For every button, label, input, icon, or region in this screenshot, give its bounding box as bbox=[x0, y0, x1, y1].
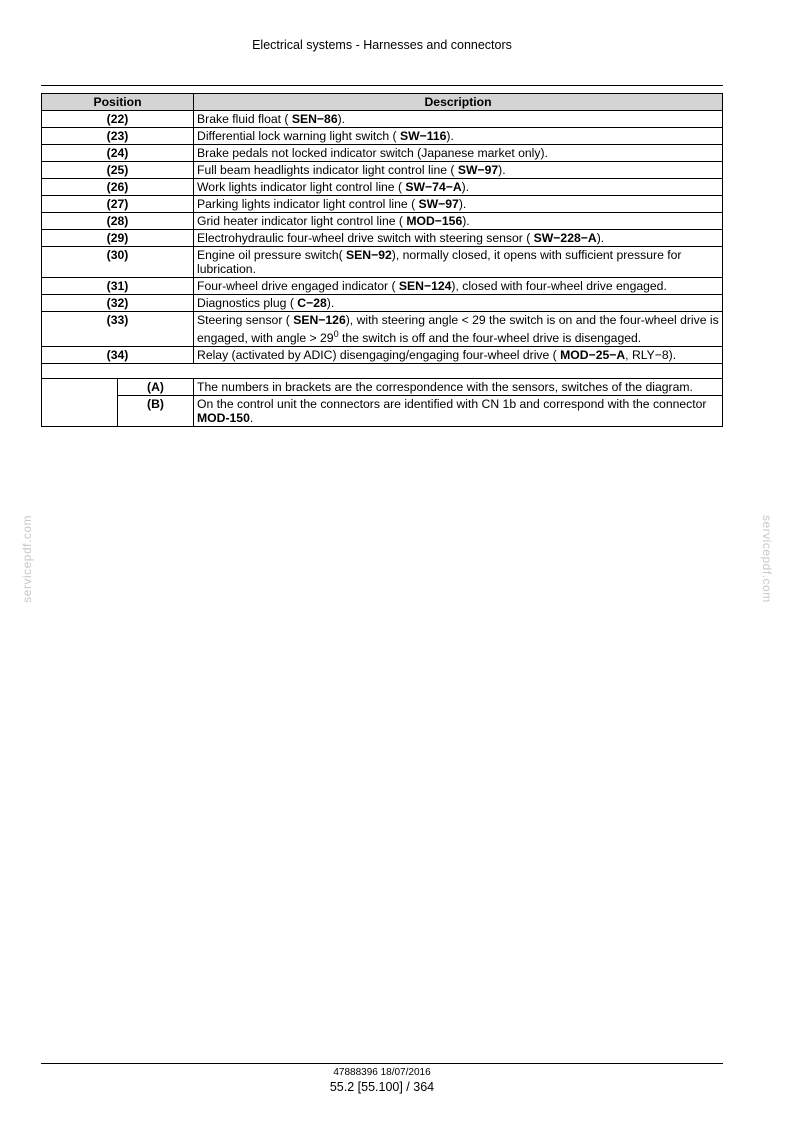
description-text: Grid heater indicator light control line ( bbox=[197, 214, 407, 228]
description-code: MOD−25−A bbox=[560, 348, 626, 363]
description-cell bbox=[194, 196, 723, 213]
description-text: ), closed with four-wheel drive engaged. bbox=[451, 279, 667, 293]
description-text: 0 bbox=[333, 329, 339, 339]
description-code: SW−116 bbox=[400, 129, 447, 143]
description-text: Engine oil pressure switch( bbox=[197, 248, 347, 262]
description-cell bbox=[194, 347, 723, 364]
position-cell: (26) bbox=[42, 179, 194, 196]
description-text: Electrohydraulic four-wheel drive switch with steering sensor ( bbox=[197, 231, 534, 245]
description-code: SW−74−A bbox=[405, 180, 462, 194]
description-text: ). bbox=[458, 197, 467, 211]
description-text: Work lights indicator light control line ( bbox=[197, 180, 406, 194]
description-text: ). bbox=[498, 163, 506, 177]
description-code: SEN−126 bbox=[293, 313, 346, 327]
description-text: the switch is off and the four-wheel drive is disengaged. bbox=[338, 331, 642, 346]
table-row bbox=[42, 347, 723, 364]
position-cell: (22) bbox=[42, 111, 194, 128]
watermark-left: servicepdf.com bbox=[20, 515, 34, 603]
description-code: SW−97 bbox=[418, 197, 459, 211]
table-row bbox=[42, 295, 723, 312]
table-row bbox=[42, 278, 723, 295]
description-text: Full beam headlights indicator light control line ( bbox=[197, 163, 458, 177]
footer-divider bbox=[41, 1063, 723, 1064]
table-row bbox=[42, 247, 723, 278]
position-cell: (33) bbox=[42, 312, 194, 347]
header-divider bbox=[41, 85, 723, 86]
position-cell: (25) bbox=[42, 162, 194, 179]
description-text: Relay (activated by ADIC) disengaging/engaging four-wheel drive ( bbox=[197, 348, 561, 363]
description-cell bbox=[194, 162, 723, 179]
table-row bbox=[42, 179, 723, 196]
description-text: Brake fluid float ( bbox=[197, 112, 292, 126]
note-text-cell bbox=[194, 396, 723, 427]
watermark-right: servicepdf.com bbox=[760, 515, 774, 603]
table-row bbox=[42, 230, 723, 247]
description-text: Steering sensor ( bbox=[197, 313, 294, 327]
description-text: Brake pedals not locked indicator switch (Japanese market only). bbox=[197, 146, 548, 160]
description-cell bbox=[194, 295, 723, 312]
description-cell bbox=[194, 111, 723, 128]
description-cell bbox=[194, 145, 723, 162]
position-cell: (24) bbox=[42, 145, 194, 162]
description-text: Parking lights indicator light control line ( bbox=[197, 197, 419, 211]
description-code: SEN−86 bbox=[291, 112, 338, 126]
position-cell: (31) bbox=[42, 278, 194, 295]
description-text: On the control unit the connectors are identified with CN 1b and correspond with the connector bbox=[197, 397, 707, 412]
description-code: SEN−92 bbox=[346, 248, 392, 262]
description-cell bbox=[194, 312, 723, 347]
description-text: Differential lock warning light switch ( bbox=[197, 129, 400, 143]
note-text-cell bbox=[194, 379, 723, 396]
note-label-cell: (B) bbox=[118, 396, 194, 427]
column-header-position: Position bbox=[42, 94, 194, 111]
description-text: ). bbox=[596, 231, 605, 245]
description-code: MOD-150 bbox=[197, 411, 250, 426]
spacer-cell bbox=[42, 364, 723, 379]
table-row bbox=[42, 162, 723, 179]
position-cell: (23) bbox=[42, 128, 194, 145]
note-blank-cell bbox=[42, 379, 118, 427]
description-cell bbox=[194, 128, 723, 145]
description-cell bbox=[194, 247, 723, 278]
description-text: , RLY−8). bbox=[625, 348, 677, 363]
description-cell bbox=[194, 179, 723, 196]
description-code: MOD−156 bbox=[406, 214, 463, 228]
position-cell: (29) bbox=[42, 230, 194, 247]
table-row bbox=[42, 196, 723, 213]
description-text: ), with steering angle < 29 the switch is on and the four-wheel drive is engaged, with angle > 29 bbox=[197, 313, 719, 346]
position-cell: (32) bbox=[42, 295, 194, 312]
table-row bbox=[42, 111, 723, 128]
column-header-description: Description bbox=[194, 94, 723, 111]
table-row bbox=[42, 312, 723, 347]
description-code: SEN−124 bbox=[398, 279, 452, 293]
description-text: ). bbox=[461, 180, 470, 194]
note-row bbox=[42, 396, 723, 427]
description-code: C−28 bbox=[297, 296, 327, 310]
description-text: ). bbox=[446, 129, 454, 143]
table-row bbox=[42, 145, 723, 162]
description-text: ). bbox=[337, 112, 346, 126]
description-text: The numbers in brackets are the correspondence with the sensors, switches of the diagram. bbox=[197, 380, 693, 395]
position-cell: (27) bbox=[42, 196, 194, 213]
description-code: SW−97 bbox=[457, 163, 499, 177]
note-row bbox=[42, 379, 723, 396]
position-cell: (28) bbox=[42, 213, 194, 230]
position-cell: (30) bbox=[42, 247, 194, 278]
footer-page-number: 55.2 [55.100] / 364 bbox=[329, 1080, 435, 1094]
description-text: Diagnostics plug ( bbox=[197, 296, 298, 310]
table-spacer-row bbox=[42, 364, 723, 379]
position-cell: (34) bbox=[42, 347, 194, 364]
description-text: Four-wheel drive engaged indicator ( bbox=[197, 279, 399, 293]
description-code: SW−228−A bbox=[533, 231, 597, 245]
table-row bbox=[42, 213, 723, 230]
table-header-row bbox=[42, 94, 723, 111]
note-label-cell: (A) bbox=[118, 379, 194, 396]
page-header-title: Electrical systems - Harnesses and connectors bbox=[252, 38, 512, 52]
footer-document-id: 47888396 18/07/2016 bbox=[333, 1067, 431, 1078]
description-cell bbox=[194, 213, 723, 230]
description-cell bbox=[194, 278, 723, 295]
description-text: . bbox=[249, 411, 254, 426]
description-text: ), normally closed, it opens with sufficient pressure for lubrication. bbox=[197, 248, 682, 276]
description-text: ). bbox=[326, 296, 335, 310]
table-body bbox=[42, 111, 723, 427]
description-cell bbox=[194, 230, 723, 247]
table-row bbox=[42, 128, 723, 145]
description-text: ). bbox=[462, 214, 470, 228]
connector-description-table bbox=[41, 93, 723, 427]
